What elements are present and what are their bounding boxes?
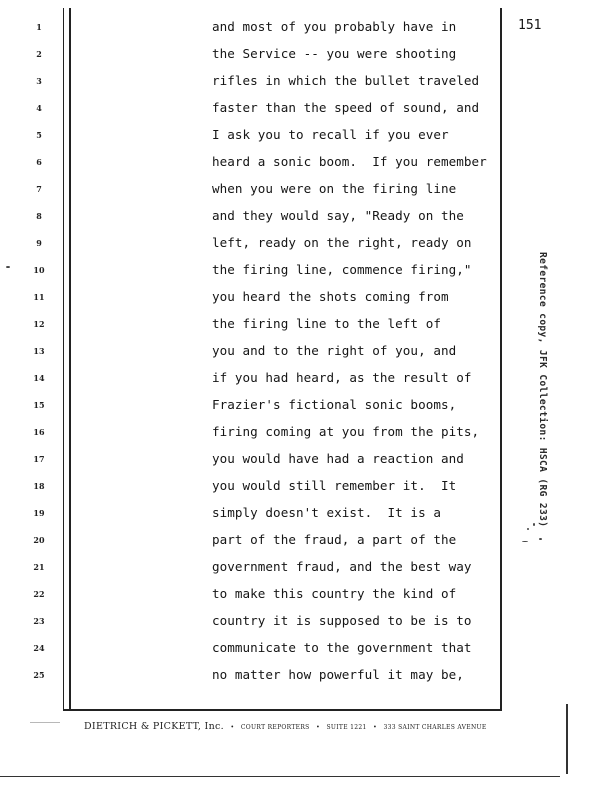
line-number: 19 (33, 508, 45, 518)
footer-firm-name: DIETRICH & PICKETT, Inc. (84, 721, 224, 732)
line-number: 17 (33, 454, 45, 464)
transcript-line: Frazier's fictional sonic booms, (212, 397, 457, 412)
line-number: 22 (33, 589, 45, 599)
transcript-line: the Service -- you were shooting (212, 46, 457, 61)
line-number: 18 (33, 481, 45, 491)
frame-right-rule (500, 8, 502, 710)
line-number: 1 (36, 22, 42, 32)
line-number: 14 (33, 373, 45, 383)
frame-bottom-rule (63, 709, 502, 711)
transcript-line: I ask you to recall if you ever (212, 127, 449, 142)
line-number: 24 (33, 643, 45, 653)
line-number: 5 (36, 130, 42, 140)
transcript-line: to make this country the kind of (212, 586, 457, 601)
scan-speck (533, 523, 535, 526)
transcript-line: rifles in which the bullet traveled (212, 73, 480, 88)
line-number: 3 (36, 76, 42, 86)
footer-address: 333 SAINT CHARLES AVENUE (383, 724, 487, 731)
scan-edge-line (566, 704, 568, 774)
line-number: 6 (36, 157, 42, 167)
transcript-line: you and to the right of you, and (212, 343, 457, 358)
court-reporter-footer (84, 721, 504, 732)
transcript-line: and most of you probably have in (212, 19, 457, 34)
transcript-line: simply doesn't exist. It is a (212, 505, 441, 520)
transcript-line: no matter how powerful it may be, (212, 667, 464, 682)
footer-bullet: • (316, 724, 320, 731)
line-number: 12 (33, 319, 45, 329)
line-number: 16 (33, 427, 45, 437)
line-number: 13 (33, 346, 45, 356)
line-number: 21 (33, 562, 45, 572)
scan-speck (6, 266, 10, 268)
transcript-line: faster than the speed of sound, and (212, 100, 480, 115)
transcript-line: firing coming at you from the pits, (212, 424, 480, 439)
scan-edge-line (30, 722, 60, 723)
line-number: 20 (33, 535, 45, 545)
transcript-line: heard a sonic boom. If you remember (212, 154, 487, 169)
transcript-line: when you were on the firing line (212, 181, 457, 196)
transcript-line: you heard the shots coming from (212, 289, 449, 304)
line-number: 2 (36, 49, 42, 59)
reference-copy-stamp: Reference copy, JFK Collection: HSCA (RG 233) (537, 252, 548, 528)
scan-edge-line (0, 776, 560, 777)
line-number: 23 (33, 616, 45, 626)
footer-suite: SUITE 1221 (326, 724, 367, 731)
transcript-line: if you had heard, as the result of (212, 370, 472, 385)
line-number: 25 (33, 670, 45, 680)
transcript-line: part of the fraud, a part of the (212, 532, 457, 547)
frame-left-inner-rule (69, 8, 71, 710)
line-number: 15 (33, 400, 45, 410)
transcript-line: country it is supposed to be is to (212, 613, 472, 628)
scan-speck (539, 538, 542, 540)
scan-speck (527, 528, 529, 530)
transcript-line: you would have had a reaction and (212, 451, 464, 466)
transcript-line: left, ready on the right, ready on (212, 235, 472, 250)
transcript-line: and they would say, "Ready on the (212, 208, 464, 223)
transcript-line: government fraud, and the best way (212, 559, 472, 574)
line-number: 11 (33, 292, 45, 302)
footer-service: COURT REPORTERS (240, 724, 310, 731)
line-number: 7 (36, 184, 42, 194)
line-number: 9 (36, 238, 42, 248)
page-number: 151 (518, 18, 542, 33)
footer-bullet: • (373, 724, 377, 731)
footer-bullet: • (230, 724, 235, 731)
transcript-line: you would still remember it. It (212, 478, 457, 493)
line-number: 8 (36, 211, 42, 221)
line-number: 10 (33, 265, 45, 275)
frame-left-outer-rule (63, 8, 64, 710)
transcript-line: the firing line, commence firing," (212, 262, 472, 277)
scan-speck (522, 541, 528, 542)
transcript-line: communicate to the government that (212, 640, 472, 655)
transcript-line: the firing line to the left of (212, 316, 441, 331)
line-number: 4 (36, 103, 42, 113)
